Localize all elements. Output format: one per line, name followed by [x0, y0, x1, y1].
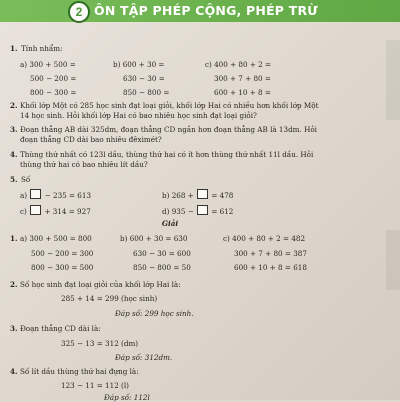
ex5-c-label: c) [20, 207, 27, 216]
answer-box [197, 189, 208, 199]
sol1-c-line: c) 400 + 80 + 2 = 482 [223, 234, 306, 243]
sol1-b-line: 850 − 800 = 50 [133, 263, 191, 272]
ex5-d-label: d) 935 − [162, 207, 194, 216]
solution-2-calc: 285 + 14 = 299 (học sinh) [61, 294, 158, 303]
sol1-c-line: 600 + 10 + 8 = 618 [234, 263, 307, 272]
ex5-d [162, 205, 233, 216]
solution-3-number: 3. [10, 324, 18, 333]
ex1-a-line: 500 − 200 = [30, 74, 77, 83]
ex5-c [20, 205, 91, 216]
solution-1-number: 1. [10, 234, 18, 243]
solution-3-text: Đoạn thẳng CD dài là: [20, 324, 101, 333]
sol1-c-line: 300 + 7 + 80 = 387 [234, 249, 307, 258]
exercise-3-number: 3. [10, 125, 18, 134]
exercise-2-text: 14 học sinh. Hỏi khối lớp Hai có bao nhiêu học sinh đạt loại giỏi? [20, 111, 257, 120]
ex1-c-line: 600 + 10 + 8 = [214, 88, 271, 97]
ex5-a [20, 189, 91, 200]
ex5-a-rest: − 235 = 613 [44, 191, 92, 200]
exercise-3-text: Đoạn thẳng AB dài 325dm, đoạn thẳng CD ngắn hơn đoạn thẳng AB là 13dm. Hỏi [20, 125, 317, 134]
exercise-5-number: 5. [10, 175, 18, 184]
solution-4-text: Số lít dầu thùng thứ hai đựng là: [20, 367, 139, 376]
ex1-c-line: c) 400 + 80 + 2 = [205, 60, 272, 69]
ex1-b-line: 630 − 30 = [123, 74, 165, 83]
solution-4-number: 4. [10, 367, 18, 376]
lesson-title: ÔN TẬP PHÉP CỘNG, PHÉP TRỪ [94, 3, 318, 18]
edge-shadow [386, 40, 400, 120]
solution-3-calc: 325 − 13 = 312 (dm) [61, 339, 139, 348]
sol1-b-line: 630 − 30 = 600 [133, 249, 191, 258]
solution-2-answer: Đáp số: 299 học sinh. [115, 309, 194, 318]
ex1-a-line: a) 300 + 500 = [20, 60, 76, 69]
lesson-number-badge: 2 [68, 1, 90, 23]
ex1-b-line: 850 − 800 = [123, 88, 170, 97]
solution-4-calc: 123 − 11 = 112 (l) [61, 381, 129, 390]
answer-box [30, 189, 41, 199]
exercise-1-heading: Tính nhẩm: [21, 44, 63, 53]
exercise-5-heading: Số [21, 175, 31, 184]
ex5-b-label: b) 268 + [162, 191, 194, 200]
sol1-a-line: 500 − 200 = 300 [31, 249, 94, 258]
ex5-c-rest: + 314 = 927 [44, 207, 91, 216]
ex1-a-line: 800 − 300 = [30, 88, 77, 97]
ex5-a-label: a) [20, 191, 28, 200]
ex5-d-rest: = 612 [211, 207, 234, 216]
solution-2-text: Số học sinh đạt loại giỏi của khối lớp Hai là: [20, 280, 181, 289]
ex1-c-line: 300 + 7 + 80 = [214, 74, 271, 83]
exercise-2-number: 2. [10, 101, 18, 110]
solution-4-answer: Đáp số: 112l [104, 393, 150, 402]
sol1-b-line: b) 600 + 30 = 630 [120, 234, 188, 243]
edge-shadow [386, 230, 400, 290]
solution-2-number: 2. [10, 280, 18, 289]
solution-3-answer: Đáp số: 312dm. [115, 353, 173, 362]
sol1-a-line: a) 300 + 500 = 800 [20, 234, 92, 243]
solution-heading: Giải [161, 219, 179, 228]
exercise-3-text: đoạn thẳng CD dài bao nhiêu đêximét? [20, 135, 162, 144]
ex5-b-rest: = 478 [211, 191, 234, 200]
ex5-b [162, 189, 233, 200]
answer-box [197, 205, 208, 215]
exercise-2-text: Khối lớp Một có 285 học sinh đạt loại giỏi, khối lớp Hai có nhiều hơn khối lớp Một [20, 101, 319, 110]
exercise-4-number: 4. [10, 150, 18, 159]
sol1-a-line: 800 − 300 = 500 [31, 263, 94, 272]
exercise-4-text: Thùng thứ nhất có 123l dầu, thùng thứ hai có ít hơn thùng thứ nhất 11l dầu. Hỏi [20, 150, 314, 159]
exercise-4-text: thùng thứ hai có bao nhiêu lít dầu? [20, 160, 148, 169]
ex1-b-line: b) 600 + 30 = [113, 60, 165, 69]
answer-box [30, 205, 41, 215]
exercise-1-number: 1. [10, 44, 18, 53]
